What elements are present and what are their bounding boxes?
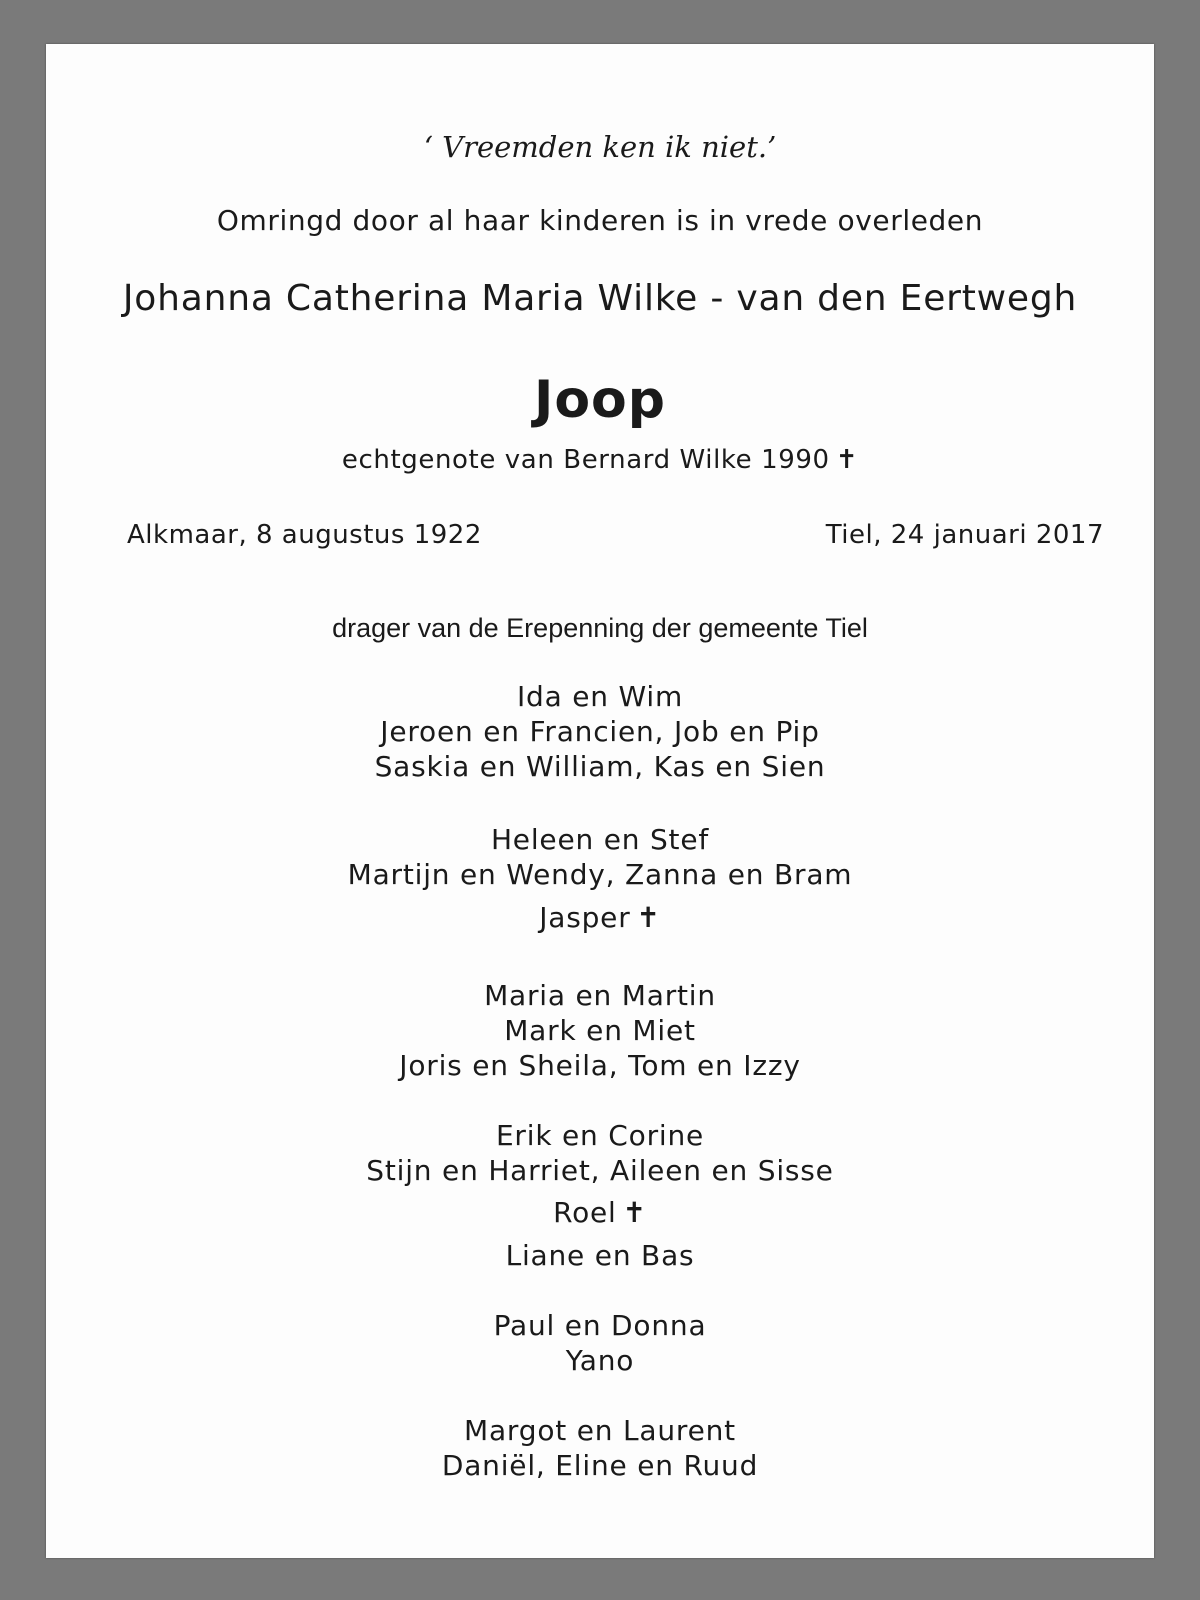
- family-line-deceased: [0, 1196, 1200, 1229]
- cross-icon: ✝: [636, 901, 661, 934]
- family-line: Erik en Corine: [495, 1119, 705, 1152]
- family-line: Paul en Donna: [493, 1309, 707, 1342]
- death-place-date: Tiel, 24 januari 2017: [825, 520, 1104, 550]
- deceased-full-name: Johanna Catherina Maria Wilke - van den Eertwegh: [122, 278, 1078, 319]
- family-name: Jasper: [539, 901, 631, 934]
- family-line: Martijn en Wendy, Zanna en Bram: [347, 858, 853, 891]
- family-line: Liane en Bas: [505, 1239, 695, 1272]
- family-line: Saskia en William, Kas en Sien: [374, 750, 826, 783]
- family-line: Yano: [565, 1344, 635, 1377]
- family-line: Margot en Laurent: [464, 1414, 736, 1447]
- family-line-deceased: [0, 901, 1200, 934]
- family-line: Daniël, Eline en Ruud: [441, 1449, 759, 1482]
- family-line: Heleen en Stef: [490, 823, 710, 856]
- quote: ‘ Vreemden ken ik niet.’: [423, 130, 777, 164]
- family-line: Ida en Wim: [516, 680, 684, 713]
- spouse-text: echtgenote van Bernard Wilke 1990: [341, 445, 830, 475]
- spouse-line: [0, 445, 1200, 475]
- honor-text: drager van de Erepenning der gemeente Tiel: [332, 613, 868, 643]
- cross-icon: ✝: [835, 445, 859, 475]
- intro-text: Omringd door al haar kinderen is in vrede overleden: [216, 204, 984, 237]
- family-line: Mark en Miet: [504, 1014, 696, 1047]
- deceased-nickname: Joop: [533, 370, 667, 430]
- family-line: Maria en Martin: [484, 979, 716, 1012]
- family-line: Joris en Sheila, Tom en Izzy: [399, 1049, 801, 1082]
- family-name: Roel: [553, 1196, 617, 1229]
- cross-icon: ✝: [622, 1196, 647, 1229]
- family-line: Jeroen en Francien, Job en Pip: [380, 715, 820, 748]
- family-line: Stijn en Harriet, Aileen en Sisse: [366, 1154, 834, 1187]
- birth-place-date: Alkmaar, 8 augustus 1922: [127, 520, 482, 550]
